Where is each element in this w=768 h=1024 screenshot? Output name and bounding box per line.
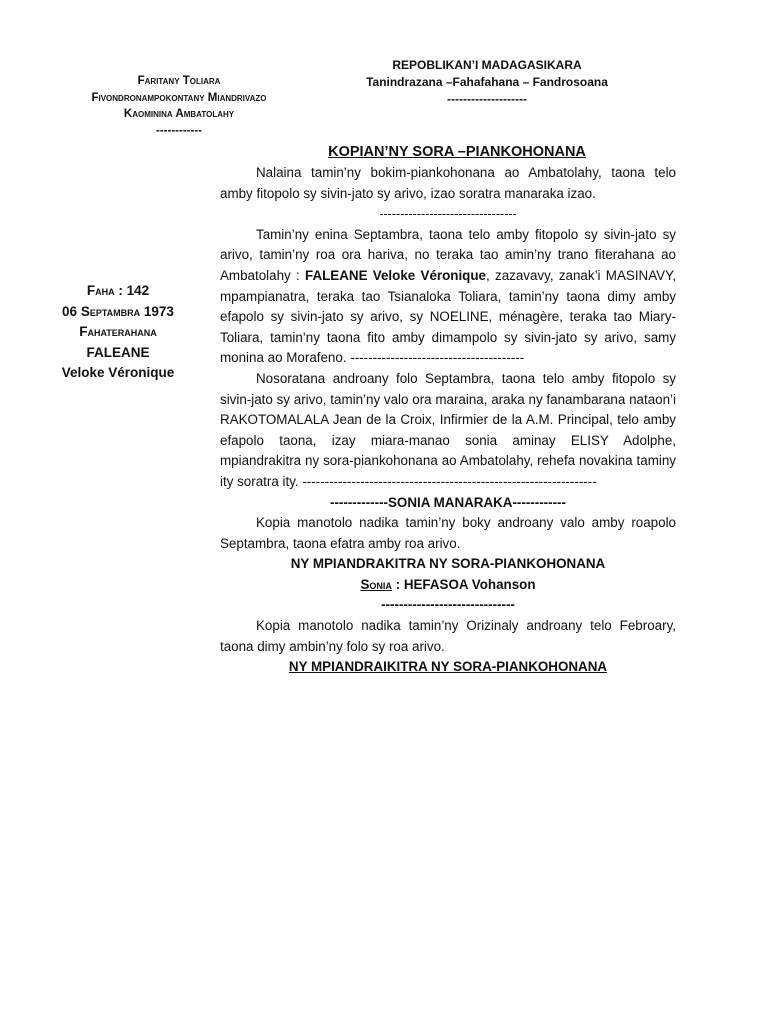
- province-line: Faritany Toliara: [137, 75, 221, 87]
- signatures-heading: -------------SONIA MANARAKA------------: [330, 494, 566, 510]
- copy-paragraph: Kopia manotolo nadika tamin’ny boky androany valo amby roapolo Septambra, taona efatra amby roa arivo.: [220, 515, 676, 551]
- birth-trailing-dashes: ---------------------------------------: [346, 350, 525, 366]
- record-type: Fahaterahana: [79, 324, 157, 339]
- signature-label: Sonia: [360, 576, 392, 592]
- certificate-title: KOPIAN’NY SORA –PIANKOHONANA: [328, 144, 586, 160]
- district-line: Fivondronampokontany Miandrivazo: [91, 91, 267, 104]
- record-number: [48, 281, 188, 302]
- registration-text: Nosoratana androany folo Septambra, taona telo amby fitopolo sy sivin-jato sy arivo, tamin’ny valo ora maraina, araka ny fanambarana nataon’i RAKOTOMALALA Jean de la Croix, Infirmier de la A.M. Principal, telo amby efapolo taona, izay miara-manao sonia aminay ELISY Adolphe, mpiandrakitra ny sora-piankohonana ao Ambatolahy, rehefa novakina taminy ity soratra ity.: [220, 370, 676, 489]
- header-dashes: ------------: [156, 124, 202, 137]
- signature-line: [220, 575, 676, 596]
- record-sidebar: [48, 281, 188, 384]
- registrar-title-final: NY MPIANDRAIKITRA NY SORA-PIANKOHONANA: [288, 659, 608, 675]
- republic-dashes: --------------------: [447, 92, 527, 106]
- republic-header: [342, 57, 632, 108]
- record-date-year: 1973: [140, 303, 174, 319]
- intro-paragraph: Nalaina tamin’ny bokim-piankohonana ao Ambatolahy, taona telo amby fitopolo sy sivin-jato sy arivo, izao soratra manaraka izao.: [220, 165, 676, 201]
- record-firstname: Veloke Véronique: [61, 365, 175, 380]
- record-date-day: 06: [62, 303, 81, 319]
- certificate-body: [220, 142, 676, 678]
- record-date-month: Septambra: [80, 303, 141, 319]
- birth-text-end: , zazavavy, zanak’i MASINAVY, mpampianatra, teraka tao Tsianaloka Toliara, tamin’ny taona dimy amby efapolo sy sivin-jato sy arivo, sy NOELINE, ménagère, teraka tao Miary-Toliara, tamin’ny taona fito amby dimampolo sy sivin-jato sy arivo, samy monina ao Morafeno.: [220, 267, 677, 366]
- separator-dashes: ---------------------------------: [379, 207, 517, 222]
- record-date: [48, 302, 188, 323]
- republic-motto: Tanindrazana –Fahafahana – Fandrosoana: [366, 75, 608, 89]
- commune-line: Kaominina Ambatolahy: [123, 108, 235, 120]
- signature-dashes: ------------------------------: [381, 597, 515, 613]
- record-number-label: Faha: [86, 283, 115, 298]
- registration-paragraph: [220, 369, 676, 493]
- birth-text-start: Tamin’ny enina Septambra, taona telo amby fitopolo sy sivin-jato sy arivo, tamin’ny roa ora hariva, no teraka tao amin’ny trano fiterahana ao Ambatolahy :: [220, 226, 676, 283]
- original-copy-paragraph: Kopia manotolo nadika tamin’ny Orizinaly androany telo Febroary, taona dimy ambin’ny folo sy roa arivo.: [220, 618, 676, 654]
- registrar-title: NY MPIANDRAKITRA NY SORA-PIANKOHONANA: [290, 556, 606, 572]
- birth-paragraph: [220, 225, 676, 369]
- administrative-header: [50, 73, 308, 139]
- record-surname: FALEANE: [86, 344, 150, 360]
- record-number-value: : 142: [114, 283, 150, 298]
- child-name: FALEANE Veloke Véronique: [305, 267, 486, 283]
- republic-name: REPOBLIKAN’I MADAGASIKARA: [392, 58, 582, 72]
- registration-trailing-dashes: ------------------------------------------------------------------: [298, 473, 597, 489]
- signature-name: : HEFASOA Vohanson: [391, 576, 536, 592]
